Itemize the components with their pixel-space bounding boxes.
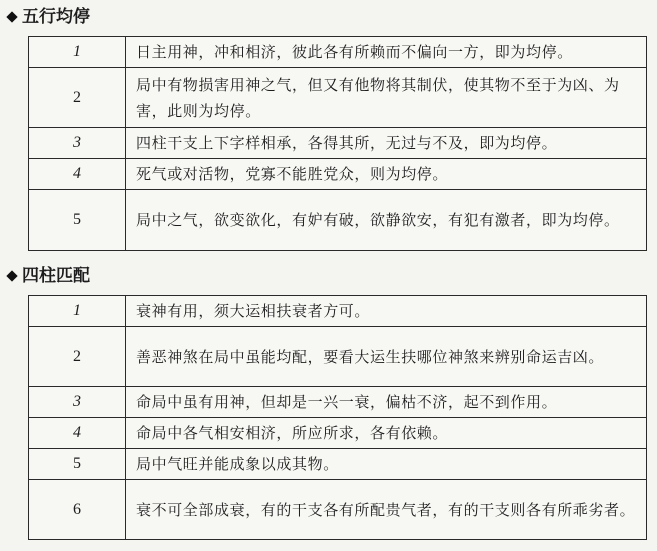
row-number: 1 — [29, 296, 126, 327]
table-row — [29, 387, 647, 418]
diamond-bullet-icon — [6, 270, 18, 282]
section-title-wuxing — [6, 6, 90, 28]
row-number: 3 — [29, 387, 126, 418]
table-row — [29, 68, 647, 128]
wuxing-table — [28, 36, 647, 251]
table-row — [29, 37, 647, 68]
table-row — [29, 159, 647, 190]
row-number: 2 — [29, 68, 126, 128]
row-text: 命局中各气相安相济，所应所求，各有依赖。 — [126, 418, 647, 449]
section-title-text: 四柱匹配 — [22, 266, 90, 286]
sizhu-table — [28, 295, 647, 540]
row-number: 1 — [29, 37, 126, 68]
row-text: 衰神有用，须大运相扶衰者方可。 — [126, 296, 647, 327]
row-text: 局中之气，欲变欲化，有妒有破，欲静欲安，有犯有激者，即为均停。 — [126, 190, 647, 251]
row-number: 6 — [29, 480, 126, 540]
row-text: 日主用神，冲和相济，彼此各有所赖而不偏向一方，即为均停。 — [126, 37, 647, 68]
row-number: 2 — [29, 327, 126, 387]
table-row — [29, 128, 647, 159]
diamond-bullet-icon — [6, 11, 18, 23]
row-number: 4 — [29, 159, 126, 190]
table-row — [29, 327, 647, 387]
row-text: 四柱干支上下字样相承，各得其所，无过与不及，即为均停。 — [126, 128, 647, 159]
row-text: 局中有物损害用神之气，但又有他物将其制伏，使其物不至于为凶、为害，此则为均停。 — [126, 68, 647, 128]
row-number: 4 — [29, 418, 126, 449]
row-text: 命局中虽有用神，但却是一兴一衰，偏枯不济，起不到作用。 — [126, 387, 647, 418]
section-title-sizhu — [6, 265, 90, 287]
table-row — [29, 296, 647, 327]
table-row — [29, 449, 647, 480]
table-row — [29, 190, 647, 251]
row-text: 局中气旺并能成象以成其物。 — [126, 449, 647, 480]
row-number: 3 — [29, 128, 126, 159]
row-number: 5 — [29, 449, 126, 480]
table-row — [29, 418, 647, 449]
row-text: 衰不可全部成衰，有的干支各有所配贵气者，有的干支则各有所乖劣者。 — [126, 480, 647, 540]
row-text: 死气或对活物，党寡不能胜党众，则为均停。 — [126, 159, 647, 190]
section-title-text: 五行均停 — [22, 7, 90, 27]
row-text: 善恶神煞在局中虽能均配，要看大运生扶哪位神煞来辨别命运吉凶。 — [126, 327, 647, 387]
table-row — [29, 480, 647, 540]
row-number: 5 — [29, 190, 126, 251]
